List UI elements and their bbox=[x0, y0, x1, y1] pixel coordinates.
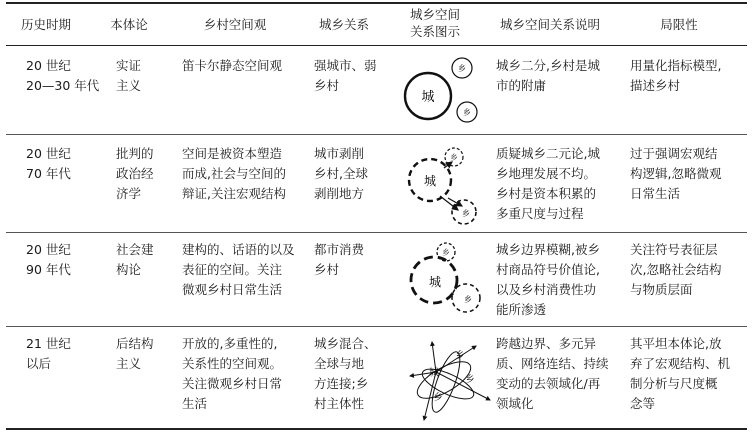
row3-explanation: 城乡边界模糊,被乡 村商品符号价值论, 以及乡村消费性功 能所渗透 bbox=[496, 242, 600, 317]
row4-city-label: 城 bbox=[429, 368, 439, 379]
row3-ontology: 社会建 构论 bbox=[116, 242, 154, 277]
table-bottom-rule bbox=[6, 428, 747, 430]
row1-rural-label-bottom: 乡 bbox=[463, 108, 471, 117]
row1-rural-label-top: 乡 bbox=[458, 64, 466, 73]
row4-rural-label-1: 乡 bbox=[455, 351, 465, 361]
header-diagram: 城乡空间 关系图示 bbox=[409, 7, 460, 39]
row4-period: 21 世纪 以后 bbox=[26, 336, 71, 371]
header-bottom-rule bbox=[6, 45, 747, 46]
row3-rural-label-top: 乡 bbox=[442, 248, 450, 257]
row3-relation: 都市消费 乡村 bbox=[314, 242, 365, 277]
row3-view: 建构的、话语的以及 表征的空间。关注 微观乡村日常生活 bbox=[182, 242, 295, 297]
row4-rural-label-2: 乡 bbox=[465, 375, 475, 385]
row3-diagram bbox=[402, 238, 492, 324]
row4-ontology: 后结构 主义 bbox=[116, 336, 154, 371]
header-period: 历史时期 bbox=[20, 17, 71, 32]
row4-explanation: 跨越边界、多元异 质、网络连结、持续 变动的去领域化/再 领域化 bbox=[496, 336, 609, 411]
row2-diagram bbox=[400, 142, 490, 230]
row1-ontology: 实证 主义 bbox=[116, 58, 142, 93]
row2-explanation: 质疑城乡二元论,城 乡地理发展不均。 乡村是资本积累的 多重尺度与过程 bbox=[496, 146, 600, 221]
row1-limitation: 用量化指标模型, 描述乡村 bbox=[630, 58, 722, 93]
row2-rural-label-bottom: 乡 bbox=[462, 209, 470, 218]
header-rural-space-view: 乡村空间观 bbox=[203, 17, 267, 32]
comparison-table bbox=[6, 0, 747, 433]
header-urban-rural-relation: 城乡关系 bbox=[318, 17, 369, 32]
table-top-rule bbox=[6, 2, 747, 4]
row4-limitation: 其平坦本体论,放 弃了宏观结构、机 制分析与尺度概 念等 bbox=[630, 336, 731, 411]
row-rule-2 bbox=[6, 232, 747, 233]
row4-diagram bbox=[406, 336, 494, 426]
row-rule-1 bbox=[6, 134, 747, 135]
row1-city-label: 城 bbox=[421, 90, 435, 105]
row4-relation: 城乡混合、 全球与地 方连接;乡 村主体性 bbox=[314, 336, 377, 411]
row4-rural-label-3: 乡 bbox=[433, 393, 443, 403]
row3-limitation: 关注符号表征层 次,忽略社会结构 与物质层面 bbox=[630, 242, 722, 297]
header-explanation: 城乡空间关系说明 bbox=[499, 17, 600, 32]
row2-relation: 城市剥削 乡村,全球 剥削地方 bbox=[314, 146, 368, 201]
row2-limitation: 过于强调宏观结 构逻辑,忽略微观 日常生活 bbox=[630, 146, 722, 201]
row-rule-3 bbox=[6, 326, 747, 327]
row1-relation: 强城市、弱 乡村 bbox=[314, 58, 377, 93]
row2-ontology: 批判的 政治经 济学 bbox=[116, 146, 154, 201]
row4-arrow-right bbox=[436, 372, 490, 400]
row1-explanation: 城乡二分,乡村是城 市的附庸 bbox=[496, 58, 600, 93]
row3-period: 20 世纪 90 年代 bbox=[26, 242, 71, 277]
header-limitation: 局限性 bbox=[660, 17, 698, 32]
row1-diagram bbox=[394, 52, 484, 132]
row3-city-label: 城 bbox=[428, 275, 442, 289]
row3-rural-label-bottom: 乡 bbox=[464, 295, 472, 304]
row1-period: 20 世纪 20—30 年代 bbox=[26, 58, 100, 93]
header-ontology: 本体论 bbox=[110, 17, 148, 32]
row2-rural-label-top: 乡 bbox=[450, 153, 458, 162]
row2-period: 20 世纪 70 年代 bbox=[26, 146, 71, 181]
row1-view: 笛卡尔静态空间观 bbox=[182, 58, 283, 73]
row2-city-label: 城 bbox=[423, 174, 437, 188]
row4-view: 开放的,多重性的, 关系性的空间观。 关注微观乡村日常 生活 bbox=[182, 336, 283, 411]
row2-view: 空间是被资本塑造 而成,社会与空间的 辩证,关注宏观结构 bbox=[182, 146, 286, 201]
